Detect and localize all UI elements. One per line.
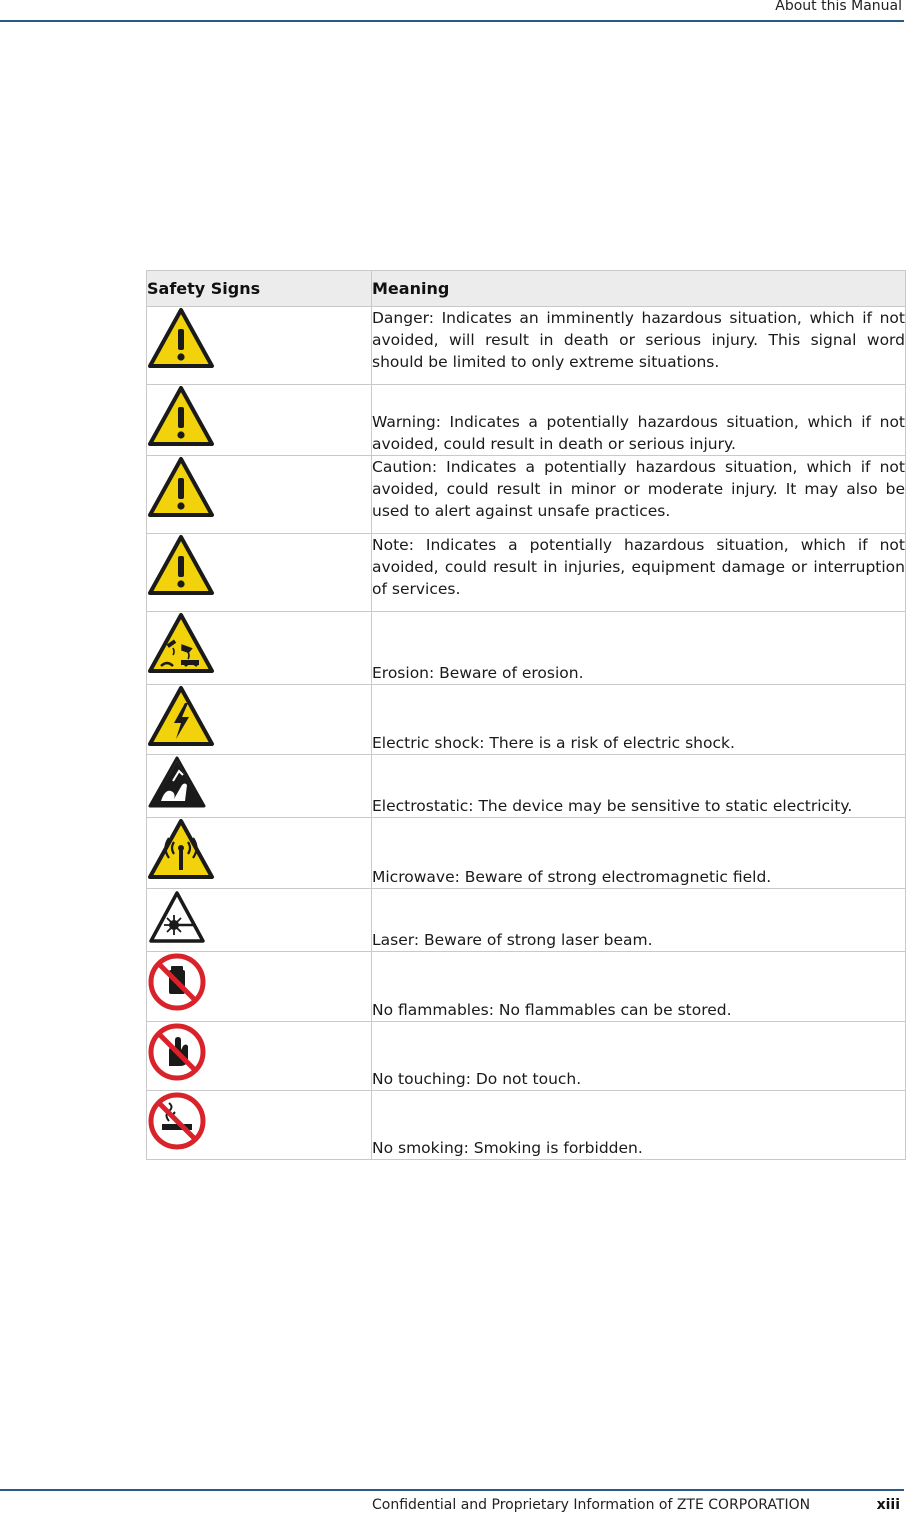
erosion-icon <box>147 612 215 674</box>
note-triangle-icon <box>147 534 215 596</box>
page-number: xiii <box>876 1497 900 1513</box>
meaning-text: Warning: Indicates a potentially hazardous situation, which if not avoided, could result in death or serious injury. <box>372 385 906 456</box>
table-row <box>147 889 906 952</box>
sign-cell <box>147 385 372 456</box>
caution-triangle-icon <box>147 456 215 518</box>
electrostatic-icon <box>147 755 207 811</box>
table-header-row <box>147 271 906 307</box>
sign-cell <box>147 889 372 952</box>
table-row <box>147 755 906 818</box>
column-header-safety-signs: Safety Signs <box>147 271 372 307</box>
column-header-meaning: Meaning <box>372 271 906 307</box>
sign-cell <box>147 685 372 755</box>
sign-cell <box>147 456 372 534</box>
meaning-text: Danger: Indicates an imminently hazardous situation, which if not avoided, will result in death or serious injury. This signal word should be limited to only extreme situations. <box>372 307 906 385</box>
meaning-text: Electrostatic: The device may be sensitive to static electricity. <box>372 755 906 818</box>
microwave-icon <box>147 818 215 880</box>
no-smoking-icon <box>147 1091 207 1151</box>
table-row <box>147 385 906 456</box>
footer-rule <box>0 1489 904 1491</box>
table-row <box>147 534 906 612</box>
meaning-text: Erosion: Beware of erosion. <box>372 612 906 685</box>
sign-cell <box>147 307 372 385</box>
no-flammables-icon <box>147 952 207 1012</box>
sign-cell <box>147 612 372 685</box>
safety-signs-table <box>146 270 906 1160</box>
sign-cell <box>147 818 372 889</box>
table-row <box>147 612 906 685</box>
table-row <box>147 818 906 889</box>
table-row <box>147 1022 906 1091</box>
sign-cell <box>147 534 372 612</box>
laser-icon <box>147 889 207 945</box>
meaning-text: Microwave: Beware of strong electromagnetic field. <box>372 818 906 889</box>
table-row <box>147 307 906 385</box>
meaning-text: No touching: Do not touch. <box>372 1022 906 1091</box>
electric-shock-icon <box>147 685 215 747</box>
meaning-text: No flammables: No flammables can be stored. <box>372 952 906 1022</box>
sign-cell <box>147 1091 372 1160</box>
header-rule <box>0 20 904 22</box>
table-row <box>147 952 906 1022</box>
warning-triangle-icon <box>147 385 215 447</box>
sign-cell <box>147 755 372 818</box>
table-row <box>147 456 906 534</box>
meaning-text: Laser: Beware of strong laser beam. <box>372 889 906 952</box>
no-touching-icon <box>147 1022 207 1082</box>
meaning-text: Electric shock: There is a risk of electric shock. <box>372 685 906 755</box>
meaning-text: Note: Indicates a potentially hazardous situation, which if not avoided, could result in injuries, equipment damage or interruption of services. <box>372 534 906 612</box>
running-header-title: About this Manual <box>775 0 902 14</box>
sign-cell <box>147 952 372 1022</box>
table-row <box>147 685 906 755</box>
danger-warning-triangle-icon <box>147 307 215 369</box>
footer-confidentiality-text: Confidential and Proprietary Information of ZTE CORPORATION <box>372 1497 811 1513</box>
sign-cell <box>147 1022 372 1091</box>
meaning-text: No smoking: Smoking is forbidden. <box>372 1091 906 1160</box>
meaning-text: Caution: Indicates a potentially hazardous situation, which if not avoided, could result in minor or moderate injury. It may also be used to alert against unsafe practices. <box>372 456 906 534</box>
table-row <box>147 1091 906 1160</box>
